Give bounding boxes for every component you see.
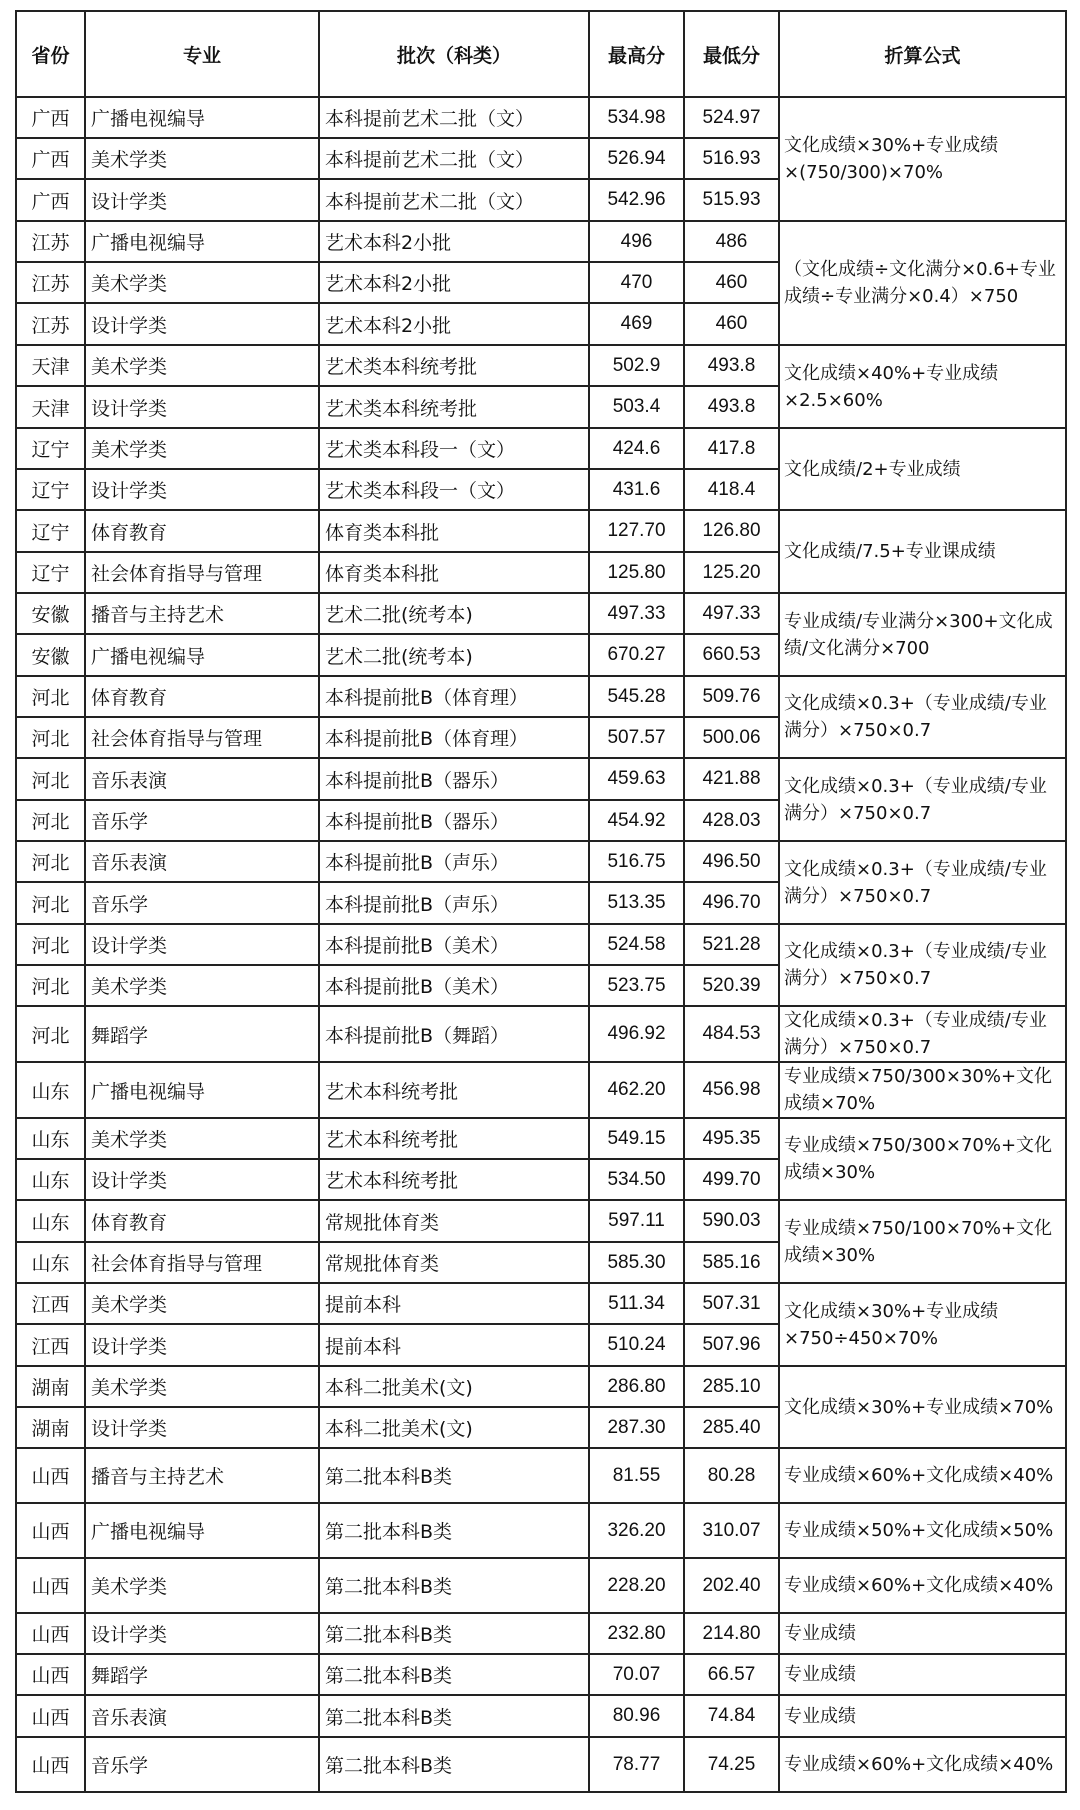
cell-major: 设计学类	[85, 924, 319, 965]
cell-province: 山西	[16, 1503, 85, 1558]
cell-formula: 文化成绩×40%+专业成绩×2.5×60%	[779, 345, 1066, 428]
cell-formula: 专业成绩/专业满分×300+文化成绩/文化满分×700	[779, 593, 1066, 676]
cell-major: 设计学类	[85, 1159, 319, 1200]
header-batch: 批次（科类）	[319, 11, 589, 97]
cell-batch: 本科提前批B（舞蹈）	[319, 1006, 589, 1062]
cell-major: 舞蹈学	[85, 1006, 319, 1062]
cell-batch: 艺术类本科段一（文）	[319, 469, 589, 510]
cell-province: 江西	[16, 1324, 85, 1366]
cell-min-score: 456.98	[684, 1062, 779, 1118]
table-row	[16, 1654, 1066, 1695]
cell-min-score: 66.57	[684, 1654, 779, 1695]
cell-max-score: 287.30	[589, 1407, 684, 1448]
cell-min-score: 460	[684, 262, 779, 303]
cell-formula: 专业成绩×50%+文化成绩×50%	[779, 1503, 1066, 1558]
cell-formula: （文化成绩÷文化满分×0.6+专业成绩÷专业满分×0.4）×750	[779, 221, 1066, 345]
cell-province: 山西	[16, 1695, 85, 1737]
cell-max-score: 513.35	[589, 882, 684, 924]
cell-major: 体育教育	[85, 510, 319, 552]
cell-province: 湖南	[16, 1407, 85, 1448]
cell-max-score: 507.57	[589, 717, 684, 758]
cell-province: 山东	[16, 1200, 85, 1242]
cell-major: 设计学类	[85, 386, 319, 428]
cell-formula: 专业成绩	[779, 1654, 1066, 1695]
cell-min-score: 285.40	[684, 1407, 779, 1448]
cell-province: 湖南	[16, 1366, 85, 1407]
cell-formula: 专业成绩	[779, 1613, 1066, 1654]
table-row	[16, 758, 1066, 800]
cell-formula: 文化成绩×0.3+（专业成绩/专业满分）×750×0.7	[779, 676, 1066, 758]
cell-max-score: 542.96	[589, 179, 684, 221]
cell-max-score: 125.80	[589, 552, 684, 593]
cell-min-score: 521.28	[684, 924, 779, 965]
cell-formula: 专业成绩×60%+文化成绩×40%	[779, 1448, 1066, 1503]
table-row	[16, 1737, 1066, 1792]
cell-major: 体育教育	[85, 676, 319, 717]
cell-major: 社会体育指导与管理	[85, 1242, 319, 1283]
cell-max-score: 502.9	[589, 345, 684, 386]
cell-min-score: 460	[684, 303, 779, 345]
cell-major: 广播电视编导	[85, 221, 319, 262]
table-row	[16, 1283, 1066, 1324]
cell-major: 音乐学	[85, 882, 319, 924]
cell-max-score: 510.24	[589, 1324, 684, 1366]
cell-min-score: 500.06	[684, 717, 779, 758]
cell-max-score: 469	[589, 303, 684, 345]
cell-major: 社会体育指导与管理	[85, 717, 319, 758]
cell-min-score: 484.53	[684, 1006, 779, 1062]
cell-min-score: 496.50	[684, 841, 779, 882]
table-row	[16, 1695, 1066, 1737]
cell-batch: 第二批本科B类	[319, 1448, 589, 1503]
cell-min-score: 214.80	[684, 1613, 779, 1654]
cell-batch: 艺术本科2小批	[319, 303, 589, 345]
cell-formula: 专业成绩×60%+文化成绩×40%	[779, 1558, 1066, 1613]
header-max-score: 最高分	[589, 11, 684, 97]
cell-major: 音乐学	[85, 1737, 319, 1792]
cell-major: 音乐表演	[85, 758, 319, 800]
cell-province: 广西	[16, 138, 85, 179]
cell-batch: 艺术本科统考批	[319, 1159, 589, 1200]
score-table	[15, 10, 1067, 1793]
cell-province: 安徽	[16, 634, 85, 676]
cell-batch: 本科二批美术(文)	[319, 1366, 589, 1407]
cell-min-score: 486	[684, 221, 779, 262]
cell-max-score: 534.50	[589, 1159, 684, 1200]
cell-min-score: 509.76	[684, 676, 779, 717]
cell-major: 美术学类	[85, 428, 319, 469]
cell-batch: 第二批本科B类	[319, 1558, 589, 1613]
cell-max-score: 459.63	[589, 758, 684, 800]
cell-province: 广西	[16, 179, 85, 221]
cell-batch: 第二批本科B类	[319, 1737, 589, 1792]
cell-min-score: 524.97	[684, 97, 779, 138]
cell-formula: 文化成绩×0.3+（专业成绩/专业满分）×750×0.7	[779, 841, 1066, 924]
cell-max-score: 424.6	[589, 428, 684, 469]
table-row	[16, 1558, 1066, 1613]
cell-batch: 本科提前批B（声乐）	[319, 882, 589, 924]
cell-batch: 本科提前批B（美术）	[319, 965, 589, 1006]
cell-major: 舞蹈学	[85, 1654, 319, 1695]
cell-major: 广播电视编导	[85, 634, 319, 676]
cell-province: 山西	[16, 1737, 85, 1792]
cell-max-score: 526.94	[589, 138, 684, 179]
table-row	[16, 345, 1066, 386]
cell-max-score: 228.20	[589, 1558, 684, 1613]
cell-province: 辽宁	[16, 428, 85, 469]
table-row	[16, 97, 1066, 138]
table-row	[16, 1613, 1066, 1654]
cell-max-score: 523.75	[589, 965, 684, 1006]
cell-min-score: 126.80	[684, 510, 779, 552]
cell-max-score: 470	[589, 262, 684, 303]
cell-major: 设计学类	[85, 1613, 319, 1654]
cell-batch: 常规批体育类	[319, 1242, 589, 1283]
cell-formula: 专业成绩×750/100×70%+文化成绩×30%	[779, 1200, 1066, 1283]
cell-max-score: 78.77	[589, 1737, 684, 1792]
cell-province: 山西	[16, 1448, 85, 1503]
cell-major: 设计学类	[85, 469, 319, 510]
cell-formula: 文化成绩×30%+专业成绩×70%	[779, 1366, 1066, 1448]
cell-min-score: 495.35	[684, 1118, 779, 1159]
cell-min-score: 421.88	[684, 758, 779, 800]
cell-min-score: 660.53	[684, 634, 779, 676]
cell-major: 体育教育	[85, 1200, 319, 1242]
cell-batch: 第二批本科B类	[319, 1613, 589, 1654]
cell-province: 江苏	[16, 221, 85, 262]
cell-min-score: 74.25	[684, 1737, 779, 1792]
cell-formula: 专业成绩×750/300×70%+文化成绩×30%	[779, 1118, 1066, 1200]
cell-major: 设计学类	[85, 1324, 319, 1366]
cell-province: 江苏	[16, 262, 85, 303]
cell-max-score: 462.20	[589, 1062, 684, 1118]
cell-batch: 本科提前艺术二批（文）	[319, 97, 589, 138]
cell-formula: 文化成绩/2+专业成绩	[779, 428, 1066, 510]
cell-batch: 第二批本科B类	[319, 1695, 589, 1737]
table-row	[16, 1366, 1066, 1407]
table-row	[16, 1503, 1066, 1558]
table-row	[16, 221, 1066, 262]
cell-major: 音乐表演	[85, 841, 319, 882]
cell-major: 播音与主持艺术	[85, 593, 319, 634]
cell-province: 河北	[16, 924, 85, 965]
cell-batch: 本科提前艺术二批（文）	[319, 138, 589, 179]
cell-max-score: 545.28	[589, 676, 684, 717]
cell-batch: 艺术二批(统考本)	[319, 634, 589, 676]
cell-formula: 文化成绩×30%+专业成绩×750÷450×70%	[779, 1283, 1066, 1366]
cell-major: 设计学类	[85, 303, 319, 345]
cell-batch: 本科提前批B（美术）	[319, 924, 589, 965]
cell-batch: 常规批体育类	[319, 1200, 589, 1242]
cell-major: 播音与主持艺术	[85, 1448, 319, 1503]
cell-province: 江西	[16, 1283, 85, 1324]
table-row	[16, 841, 1066, 882]
table-row	[16, 510, 1066, 552]
cell-min-score: 310.07	[684, 1503, 779, 1558]
cell-min-score: 516.93	[684, 138, 779, 179]
cell-max-score: 496	[589, 221, 684, 262]
cell-max-score: 524.58	[589, 924, 684, 965]
cell-max-score: 585.30	[589, 1242, 684, 1283]
cell-province: 山东	[16, 1242, 85, 1283]
cell-min-score: 80.28	[684, 1448, 779, 1503]
cell-max-score: 496.92	[589, 1006, 684, 1062]
cell-province: 山东	[16, 1118, 85, 1159]
cell-max-score: 80.96	[589, 1695, 684, 1737]
cell-batch: 艺术本科统考批	[319, 1062, 589, 1118]
cell-min-score: 417.8	[684, 428, 779, 469]
cell-min-score: 496.70	[684, 882, 779, 924]
cell-province: 河北	[16, 1006, 85, 1062]
cell-province: 河北	[16, 841, 85, 882]
header-formula: 折算公式	[779, 11, 1066, 97]
cell-major: 美术学类	[85, 965, 319, 1006]
cell-province: 天津	[16, 386, 85, 428]
cell-province: 辽宁	[16, 552, 85, 593]
cell-major: 设计学类	[85, 1407, 319, 1448]
cell-major: 社会体育指导与管理	[85, 552, 319, 593]
header-row	[16, 11, 1066, 97]
cell-major: 美术学类	[85, 1558, 319, 1613]
cell-batch: 本科提前批B（器乐）	[319, 800, 589, 841]
cell-max-score: 431.6	[589, 469, 684, 510]
cell-province: 河北	[16, 800, 85, 841]
cell-min-score: 590.03	[684, 1200, 779, 1242]
cell-major: 美术学类	[85, 1366, 319, 1407]
table-row	[16, 1006, 1066, 1062]
cell-batch: 艺术本科2小批	[319, 221, 589, 262]
cell-max-score: 326.20	[589, 1503, 684, 1558]
cell-province: 河北	[16, 717, 85, 758]
cell-max-score: 70.07	[589, 1654, 684, 1695]
cell-batch: 艺术本科2小批	[319, 262, 589, 303]
table-body	[16, 97, 1066, 1792]
cell-min-score: 493.8	[684, 386, 779, 428]
cell-province: 山西	[16, 1613, 85, 1654]
cell-min-score: 515.93	[684, 179, 779, 221]
cell-formula: 专业成绩	[779, 1695, 1066, 1737]
cell-province: 山东	[16, 1159, 85, 1200]
cell-min-score: 418.4	[684, 469, 779, 510]
cell-max-score: 454.92	[589, 800, 684, 841]
cell-min-score: 493.8	[684, 345, 779, 386]
cell-min-score: 507.96	[684, 1324, 779, 1366]
cell-batch: 提前本科	[319, 1283, 589, 1324]
cell-major: 美术学类	[85, 138, 319, 179]
cell-major: 设计学类	[85, 179, 319, 221]
cell-batch: 艺术类本科统考批	[319, 386, 589, 428]
cell-batch: 体育类本科批	[319, 552, 589, 593]
cell-major: 美术学类	[85, 1283, 319, 1324]
cell-major: 音乐学	[85, 800, 319, 841]
cell-max-score: 81.55	[589, 1448, 684, 1503]
cell-formula: 文化成绩×0.3+（专业成绩/专业满分）×750×0.7	[779, 758, 1066, 841]
header-major: 专业	[85, 11, 319, 97]
table-row	[16, 593, 1066, 634]
cell-major: 美术学类	[85, 345, 319, 386]
cell-batch: 本科提前批B（器乐）	[319, 758, 589, 800]
header-min-score: 最低分	[684, 11, 779, 97]
cell-formula: 文化成绩×0.3+（专业成绩/专业满分）×750×0.7	[779, 1006, 1066, 1062]
table-row	[16, 428, 1066, 469]
cell-major: 美术学类	[85, 1118, 319, 1159]
cell-batch: 提前本科	[319, 1324, 589, 1366]
cell-max-score: 670.27	[589, 634, 684, 676]
cell-province: 辽宁	[16, 469, 85, 510]
cell-min-score: 585.16	[684, 1242, 779, 1283]
table-row	[16, 1062, 1066, 1118]
cell-batch: 本科提前批B（体育理）	[319, 717, 589, 758]
cell-major: 广播电视编导	[85, 97, 319, 138]
header-province: 省份	[16, 11, 85, 97]
cell-major: 广播电视编导	[85, 1062, 319, 1118]
cell-max-score: 534.98	[589, 97, 684, 138]
table-row	[16, 1118, 1066, 1159]
cell-major: 音乐表演	[85, 1695, 319, 1737]
cell-batch: 本科提前批B（声乐）	[319, 841, 589, 882]
cell-province: 河北	[16, 676, 85, 717]
cell-min-score: 125.20	[684, 552, 779, 593]
cell-formula: 文化成绩/7.5+专业课成绩	[779, 510, 1066, 593]
cell-min-score: 520.39	[684, 965, 779, 1006]
cell-batch: 本科提前批B（体育理）	[319, 676, 589, 717]
cell-province: 山东	[16, 1062, 85, 1118]
cell-province: 河北	[16, 758, 85, 800]
cell-batch: 本科二批美术(文)	[319, 1407, 589, 1448]
cell-max-score: 503.4	[589, 386, 684, 428]
cell-max-score: 127.70	[589, 510, 684, 552]
cell-min-score: 499.70	[684, 1159, 779, 1200]
table-row	[16, 924, 1066, 965]
cell-formula: 专业成绩×60%+文化成绩×40%	[779, 1737, 1066, 1792]
cell-major: 广播电视编导	[85, 1503, 319, 1558]
cell-province: 江苏	[16, 303, 85, 345]
cell-max-score: 516.75	[589, 841, 684, 882]
cell-max-score: 549.15	[589, 1118, 684, 1159]
cell-min-score: 202.40	[684, 1558, 779, 1613]
cell-province: 山西	[16, 1654, 85, 1695]
cell-formula: 专业成绩×750/300×30%+文化成绩×70%	[779, 1062, 1066, 1118]
cell-province: 河北	[16, 965, 85, 1006]
table-row	[16, 1200, 1066, 1242]
cell-batch: 第二批本科B类	[319, 1503, 589, 1558]
cell-max-score: 511.34	[589, 1283, 684, 1324]
table-row	[16, 676, 1066, 717]
cell-max-score: 497.33	[589, 593, 684, 634]
cell-min-score: 74.84	[684, 1695, 779, 1737]
cell-province: 广西	[16, 97, 85, 138]
cell-min-score: 497.33	[684, 593, 779, 634]
cell-batch: 本科提前艺术二批（文）	[319, 179, 589, 221]
cell-province: 安徽	[16, 593, 85, 634]
cell-min-score: 428.03	[684, 800, 779, 841]
table-row	[16, 1448, 1066, 1503]
cell-batch: 艺术类本科段一（文）	[319, 428, 589, 469]
cell-batch: 第二批本科B类	[319, 1654, 589, 1695]
cell-batch: 艺术本科统考批	[319, 1118, 589, 1159]
cell-max-score: 597.11	[589, 1200, 684, 1242]
cell-formula: 文化成绩×30%+专业成绩×(750/300)×70%	[779, 97, 1066, 221]
cell-batch: 体育类本科批	[319, 510, 589, 552]
cell-batch: 艺术类本科统考批	[319, 345, 589, 386]
cell-batch: 艺术二批(统考本)	[319, 593, 589, 634]
cell-province: 辽宁	[16, 510, 85, 552]
cell-province: 山西	[16, 1558, 85, 1613]
cell-province: 河北	[16, 882, 85, 924]
cell-min-score: 285.10	[684, 1366, 779, 1407]
cell-major: 美术学类	[85, 262, 319, 303]
cell-province: 天津	[16, 345, 85, 386]
cell-formula: 文化成绩×0.3+（专业成绩/专业满分）×750×0.7	[779, 924, 1066, 1006]
cell-min-score: 507.31	[684, 1283, 779, 1324]
cell-max-score: 232.80	[589, 1613, 684, 1654]
cell-max-score: 286.80	[589, 1366, 684, 1407]
